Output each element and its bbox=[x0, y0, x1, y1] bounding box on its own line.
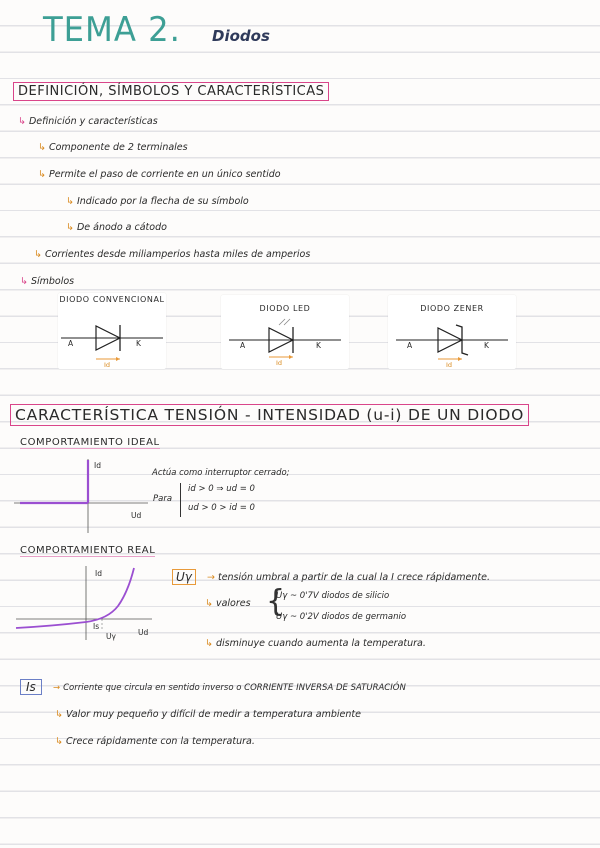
x-axis-label: Ud bbox=[138, 628, 149, 637]
arrow-icon: ↳ bbox=[20, 276, 28, 287]
brace-icon: { bbox=[266, 584, 286, 619]
symbol-card-led bbox=[221, 295, 349, 369]
list-item: ↳ Corrientes desde miliamperios hasta miles de amperios bbox=[34, 249, 311, 260]
cathode-label: K bbox=[484, 341, 489, 350]
arrow-icon: ↳ bbox=[18, 116, 26, 127]
arrow-icon: ↳ bbox=[205, 598, 213, 609]
subheading-ideal: COMPORTAMIENTO IDEAL bbox=[20, 437, 160, 448]
arrow-icon: ↳ bbox=[38, 169, 46, 180]
anode-label: A bbox=[407, 341, 413, 350]
y-axis-label: Id bbox=[94, 461, 101, 470]
x-axis-label: Ud bbox=[131, 511, 142, 520]
arrow-icon: ↳ bbox=[55, 736, 63, 747]
ideal-condition-1: id > 0 ⇒ ud = 0 bbox=[188, 484, 255, 494]
section-heading-caracteristica: CARACTERÍSTICA TENSIÓN - INTENSIDAD (u-i) DE UN DIODO bbox=[10, 404, 529, 426]
para-label: Para bbox=[153, 494, 173, 504]
zener-symbol bbox=[388, 295, 516, 369]
ideal-graph bbox=[10, 455, 150, 535]
list-item: ↳ Símbolos bbox=[20, 276, 75, 287]
list-item: ↳ Permite el paso de corriente en un único sentido bbox=[38, 169, 281, 180]
diode-symbol bbox=[58, 293, 166, 369]
uy-box: Uγ bbox=[172, 569, 196, 585]
arrow-icon: ↳ bbox=[66, 222, 74, 233]
list-item: ↳ Indicado por la flecha de su símbolo bbox=[66, 196, 249, 207]
symbol-card-zener bbox=[388, 295, 516, 369]
list-item: ↳ De ánodo a cátodo bbox=[66, 222, 167, 233]
uy-description: → tensión umbral a partir de la cual la I crece rápidamente. bbox=[207, 572, 491, 583]
anode-label: A bbox=[68, 339, 74, 348]
list-item: ↳ Componente de 2 terminales bbox=[38, 142, 188, 153]
ideal-condition-2: ud > 0 > id = 0 bbox=[188, 503, 255, 513]
anode-label: A bbox=[240, 341, 246, 350]
cathode-label: K bbox=[136, 339, 141, 348]
arrow-icon: ↳ bbox=[66, 196, 74, 207]
symbol-label: DIODO ZENER bbox=[420, 304, 484, 313]
led-symbol bbox=[221, 295, 349, 369]
real-graph bbox=[12, 562, 157, 644]
page-title: TEMA 2. bbox=[43, 10, 181, 50]
is-description: → Corriente que circula en sentido inverso o CORRIENTE INVERSA DE SATURACIÓN bbox=[53, 683, 406, 693]
is-box: Is bbox=[20, 679, 42, 695]
valor-silicio: Uγ ~ 0'7V diodos de silicio bbox=[276, 591, 390, 601]
subheading-real: COMPORTAMIENTO REAL bbox=[20, 545, 156, 556]
arrow-icon: ↳ bbox=[55, 709, 63, 720]
page-subtitle: Diodos bbox=[212, 27, 270, 45]
list-item: ↳ Valor muy pequeño y difícil de medir a temperatura ambiente bbox=[55, 709, 361, 720]
symbol-label: DIODO LED bbox=[259, 304, 311, 313]
disminuye-text: ↳ disminuye cuando aumenta la temperatura. bbox=[205, 638, 426, 649]
uy-label: Uγ bbox=[106, 632, 116, 641]
y-axis-label: Id bbox=[95, 569, 102, 578]
current-label: Id bbox=[446, 361, 453, 369]
valor-germanio: Uγ ~ 0'2V diodos de germanio bbox=[276, 612, 407, 622]
current-label: Id bbox=[104, 361, 111, 369]
ideal-description: Actúa como interruptor cerrado; bbox=[152, 468, 290, 478]
is-label: Is bbox=[93, 622, 100, 631]
symbol-label: DIODO CONVENCIONAL bbox=[59, 295, 165, 304]
arrow-icon: ↳ bbox=[205, 638, 213, 649]
valores-label: ↳ valores bbox=[205, 598, 251, 609]
brace-line bbox=[180, 483, 181, 517]
current-label: Id bbox=[276, 359, 283, 367]
arrow-icon: ↳ bbox=[38, 142, 46, 153]
arrow-icon: ↳ bbox=[34, 249, 42, 260]
symbol-card-convencional bbox=[58, 293, 166, 369]
list-item: ↳ Crece rápidamente con la temperatura. bbox=[55, 736, 255, 747]
list-item: ↳ Definición y características bbox=[18, 116, 158, 127]
section-heading-definicion: DEFINICIÓN, SÍMBOLOS Y CARACTERÍSTICAS bbox=[13, 82, 329, 101]
cathode-label: K bbox=[316, 341, 321, 350]
